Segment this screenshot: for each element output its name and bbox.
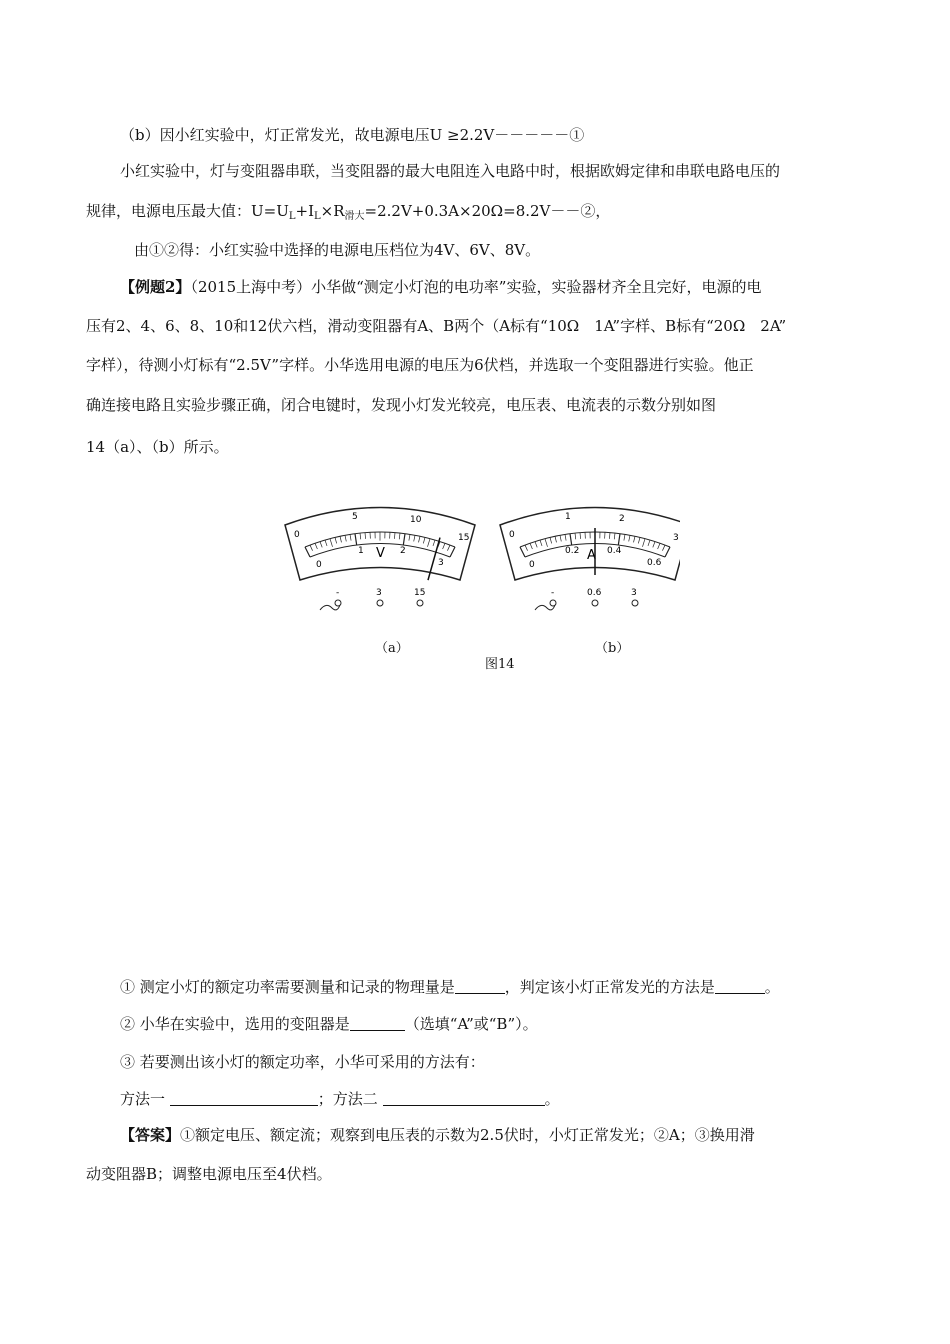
scale-tick [345,535,346,541]
ammeter-upper-label-0: 0 [509,530,515,540]
scale-tick [658,543,660,549]
answer-line-2: 动变阻器B；调整电源电压至4伏档。 [86,1165,332,1183]
ammeter-lower-label-1: 0.2 [565,546,580,556]
voltmeter-terminal-15 [417,600,423,606]
scale-tick [535,542,537,548]
voltmeter-upper-label-2: 10 [410,515,422,525]
example2-line-4: 确连接电路且实验步骤正确，闭合电键时，发现小灯发光较亮，电压表、电流表的示数分别如图 [86,396,717,414]
voltmeter [285,508,475,611]
solution-line-3-a: 规律，电源电压最大值：U=U [86,202,289,220]
methods-line [120,1089,560,1109]
scale-tick [662,545,665,551]
answer-line-1-text: ①额定电压、额定流；观察到电压表的示数为2.5伏时，小灯正常发光；②A；③换用滑 [180,1126,755,1144]
scale-tick [310,545,313,551]
example2-line-3: 字样），待测小灯标有“2.5V”字样。小华选用电源的电压为6伏档，并选取一个变阻器进行实验。他正 [86,356,754,374]
subscript-l-2: L [314,211,321,222]
ammeter-terminal-3 [632,600,638,606]
scale-tick [365,533,366,539]
scale-tick [624,534,625,540]
ammeter-terminal-label-neg: - [551,588,555,598]
scale-tick [325,540,327,546]
voltmeter-terminal-label-3: 3 [376,588,382,598]
scale-tick [618,534,620,545]
ammeter-upper-label-1: 1 [565,512,571,522]
scale-tick [653,542,655,548]
methods-end: 。 [544,1090,560,1108]
voltmeter-upper-label-3: 15 [458,533,470,543]
ammeter-upper-label-3: 3 [673,533,679,543]
meters-illustration [280,495,680,635]
question-2 [120,1014,538,1034]
ammeter-lower-label-3: 0.6 [647,558,662,568]
scale-tick [638,537,640,543]
ammeter-terminal-label-0-6: 0.6 [587,588,602,598]
scale-tick [609,533,610,539]
voltmeter-upper-label-1: 5 [352,512,358,522]
subscript-l-1: L [288,211,296,222]
scale-tick [643,539,646,547]
voltmeter-lower-label-1: 1 [358,546,364,556]
caption-b: （b） [595,641,630,656]
scale-tick [315,543,317,549]
scale-tick [545,539,548,547]
figure-14 [280,495,680,675]
scale-tick [580,533,581,539]
question-1 [120,977,780,997]
solution-line-3 [86,201,610,227]
method-1-blank[interactable] [170,1091,318,1106]
scale-tick [409,534,410,540]
question-1-a: ① 测定小灯的额定功率需要测量和记录的物理量是 [120,978,455,996]
question-1-c: 。 [764,978,780,996]
scale-tick [520,547,525,557]
voltmeter-terminal-3 [377,600,383,606]
method-1-label: 方法一 [120,1090,166,1108]
voltmeter-terminal-label-15: 15 [414,588,426,598]
scale-tick [403,534,405,545]
scale-tick [570,534,572,545]
solution-line-3-b: +I [295,202,314,220]
scale-tick [550,537,552,543]
scale-tick [555,536,556,542]
scale-tick [399,533,400,539]
voltmeter-terminal-label-neg: - [336,588,340,598]
question-3: ③ 若要测出该小灯的额定功率，小华可采用的方法有： [120,1053,485,1071]
example2-line-1 [120,277,761,297]
scale-tick [320,542,322,548]
scale-tick [423,537,425,543]
subscript-slide-max: 滑大 [344,211,365,222]
scale-tick [565,534,566,540]
scale-tick [634,536,635,542]
scale-tick [340,536,341,542]
ammeter-lower-label-0: 0 [529,560,535,570]
scale-tick [433,540,435,546]
example2-line-5: 14（a）、（b）所示。 [86,438,229,456]
scale-tick [428,539,431,547]
scale-tick [419,536,420,542]
voltmeter-upper-label-0: 0 [294,530,300,540]
scale-tick [414,535,415,541]
example2-line-2: 压有2、4、6、8、10和12伏六档，滑动变阻器有A、B两个（A标有“10Ω 1A”字样、B标有“20Ω 2A” [86,317,787,335]
scale-tick [575,533,576,539]
answer-line-1 [120,1125,755,1145]
scale-tick [305,547,310,557]
ammeter-terminal-label-3: 3 [631,588,637,598]
figure-title: 图14 [485,657,515,672]
scale-tick [350,534,351,540]
voltmeter-lower-label-3: 3 [438,558,444,568]
caption-a: （a） [375,641,409,656]
answer-label: 【答案】 [120,1126,181,1144]
voltmeter-symbol: V [376,546,385,561]
question-2-blank[interactable] [350,1016,405,1031]
ammeter-upper-label-2: 2 [619,514,625,524]
scale-tick [665,547,670,557]
scale-tick [540,540,542,546]
ammeter [500,508,680,611]
example2-label: 【例题2】 [120,278,191,296]
ammeter-lower-label-2: 0.4 [607,546,622,556]
example2-line-1-text: （2015上海中考）小华做“测定小灯泡的电功率”实验，实验器材齐全且完好，电源的电 [190,278,762,296]
scale-tick [330,539,333,547]
question-1-blank-1[interactable] [455,979,505,994]
question-1-blank-2[interactable] [715,979,765,994]
scale-tick [355,534,357,545]
scale-tick [525,545,528,551]
scale-tick [360,533,361,539]
ammeter-terminal-0-6 [592,600,598,606]
solution-line-3-d: =2.2V+0.3A×20Ω=8.2V－－②， [364,202,611,220]
voltmeter-lower-label-0: 0 [316,560,322,570]
voltmeter-lower-label-2: 2 [400,546,406,556]
solution-line-2: 小红实验中，灯与变阻器串联，当变阻器的最大电阻连入电路中时，根据欧姆定律和串联电路电压的 [120,162,781,180]
scale-tick [560,535,561,541]
scale-tick [443,543,445,549]
scale-tick [648,540,650,546]
scale-tick [447,545,450,551]
scale-tick [629,535,630,541]
scale-tick [394,533,395,539]
scale-tick [450,547,455,557]
solution-line-3-c: ×R [320,202,345,220]
scale-tick [335,537,337,543]
question-2-b: （选填“A”或“B”）。 [404,1015,538,1033]
question-2-a: ② 小华在实验中，选用的变阻器是 [120,1015,350,1033]
solution-line-1: （b）因小红实验中，灯正常发光，故电源电压U ≥2.2V－－－－－① [120,126,585,144]
method-2-blank[interactable] [383,1091,545,1106]
scale-tick [530,543,532,549]
scale-tick [614,533,615,539]
ammeter-symbol: A [587,548,596,563]
question-1-b: ，判定该小灯正常发光的方法是 [504,978,715,996]
solution-line-4: 由①②得：小红实验中选择的电源电压档位为4V、6V、8V。 [134,241,541,259]
method-2-label: ；方法二 [317,1090,378,1108]
